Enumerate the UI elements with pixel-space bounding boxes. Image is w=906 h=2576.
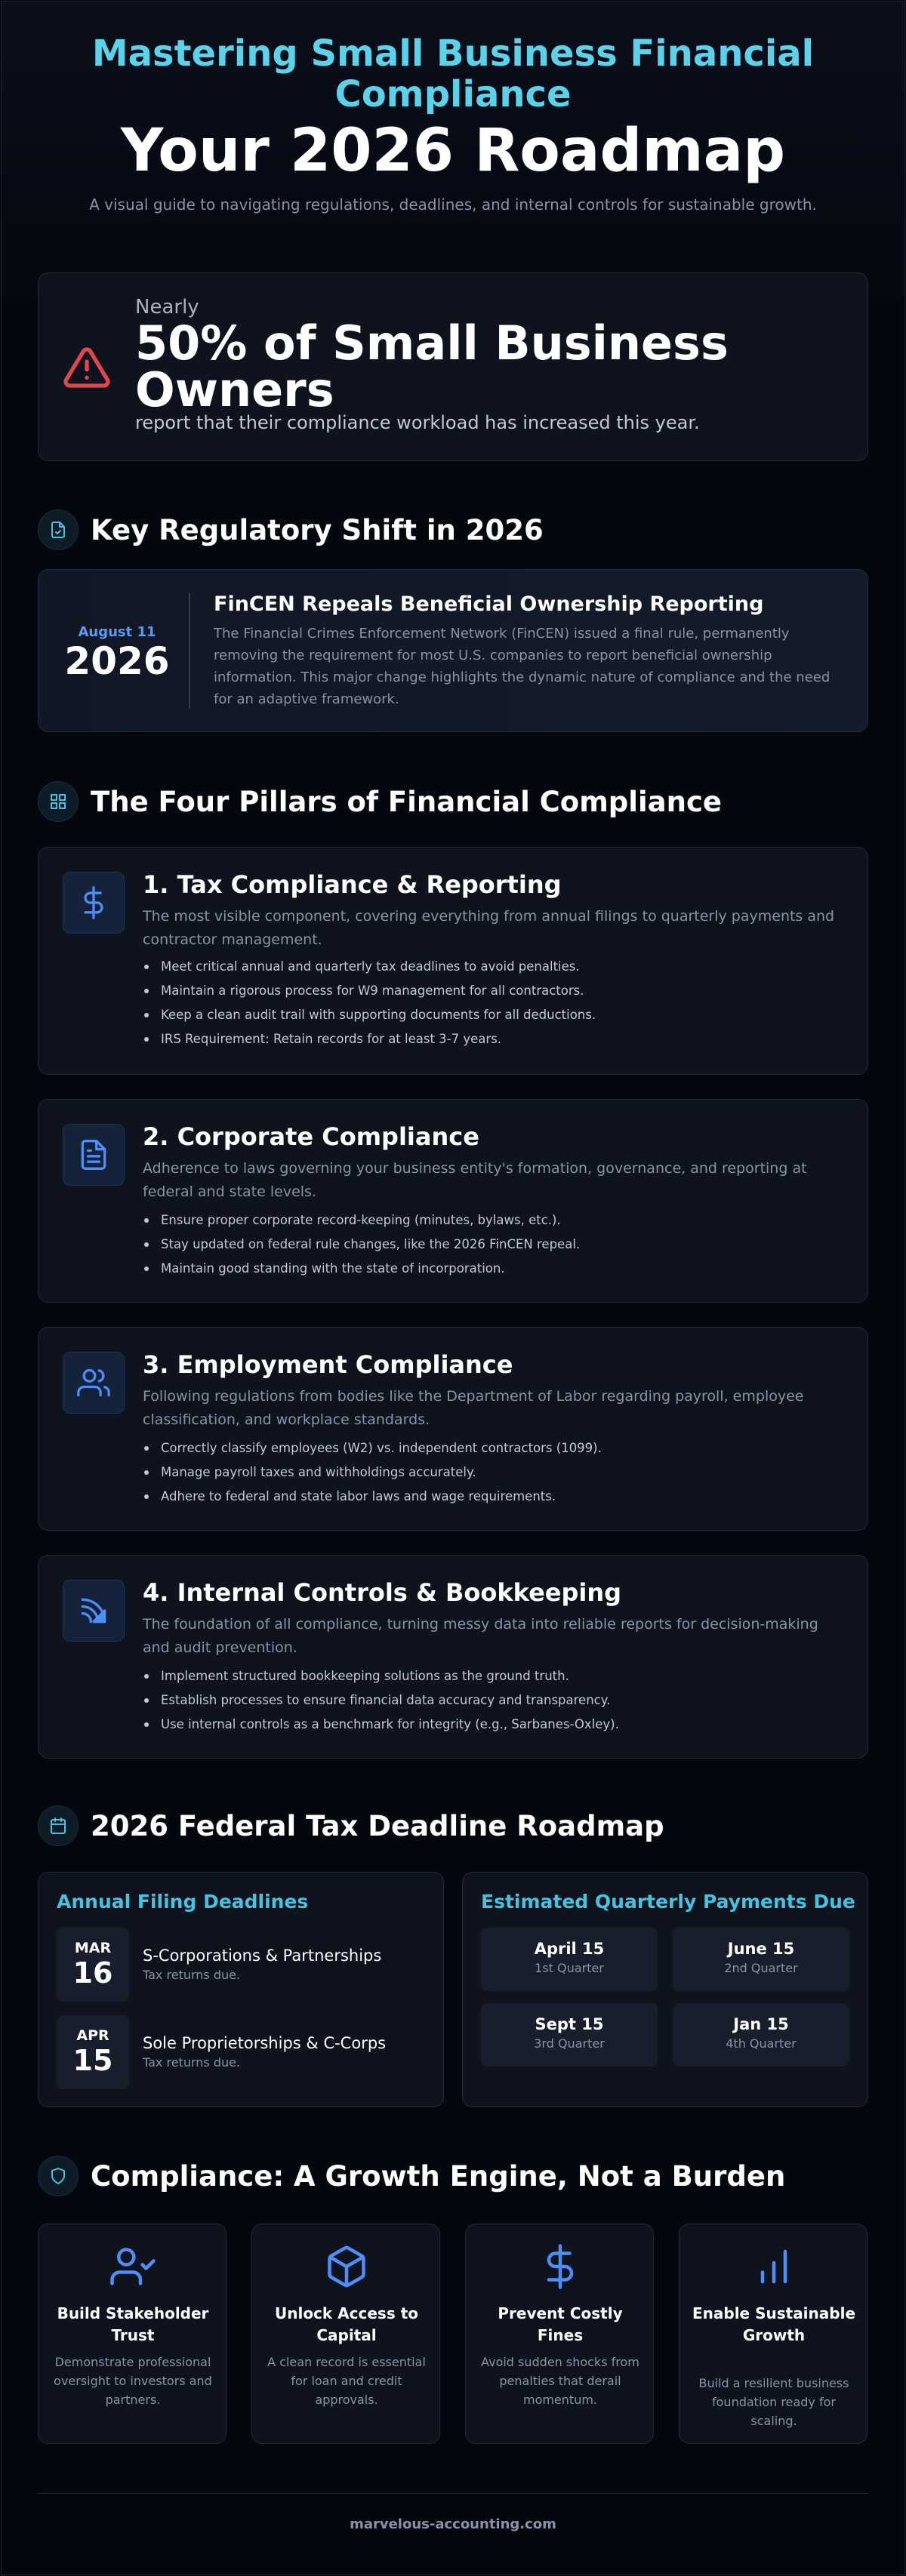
pillar-title: 1. Tax Compliance & Reporting [143, 870, 562, 899]
infographic [38, 0, 868, 2532]
reg-date-label: August 11 [78, 624, 156, 640]
growth-title: Unlock Access to Capital [274, 2304, 419, 2344]
growth-description: Avoid sudden shocks from penalties that derail momentum. [481, 2355, 639, 2407]
section-title: Compliance: A Growth Engine, Not a Burden [91, 2160, 786, 2193]
dollar-icon [538, 2244, 583, 2289]
list-item: Maintain good standing with the state of incorporation. [143, 1257, 837, 1281]
list-item: Keep a clean audit trail with supporting documents for all deductions. [143, 1003, 837, 1027]
growth-title: Prevent Costly Fines [498, 2304, 623, 2344]
section-head-deadlines [38, 1805, 868, 1848]
regulatory-card [38, 569, 868, 732]
section-title: 2026 Federal Tax Deadline Roadmap [91, 1810, 664, 1842]
annual-title: Annual Filing Deadlines [57, 1891, 309, 1913]
growth-card-fines [465, 2224, 654, 2444]
date-day: 15 [72, 2044, 113, 2077]
pillar-description: Adherence to laws governing your business entity's formation, governance, and reporting at federal and state levels. [143, 1160, 807, 1200]
pillar-bullets [143, 1664, 837, 1737]
list-item: Meet critical annual and quarterly tax deadlines to avoid penalties. [143, 955, 837, 979]
quarter-label: 4th Quarter [726, 2036, 797, 2051]
pillar-description: Following regulations from bodies like the Department of Labor regarding payroll, employee classification, and workplace standards. [143, 1388, 804, 1428]
quarterly-title: Estimated Quarterly Payments Due [481, 1891, 855, 1913]
quarter-box [673, 2003, 849, 2067]
growth-description: Demonstrate professional oversight to investors and partners. [54, 2355, 212, 2407]
reg-title: FinCEN Repeals Beneficial Ownership Reporting [214, 592, 764, 616]
list-item: Manage payroll taxes and withholdings accurately. [143, 1460, 837, 1485]
date-day: 16 [72, 1956, 113, 1990]
pillar-bullets [143, 1208, 837, 1281]
deadline-title: Sole Proprietorships & C-Corps [143, 2034, 387, 2052]
growth-card-capital [251, 2224, 440, 2444]
bar-chart-icon [751, 2244, 797, 2289]
pillar-card-employment [38, 1327, 868, 1531]
list-item: Implement structured bookkeeping solutions as the ground truth. [143, 1664, 837, 1688]
growth-description: A clean record is essential for loan and credit approvals. [267, 2355, 426, 2407]
date-month: MAR [74, 1940, 112, 1956]
growth-title: Enable Sustainable Growth [692, 2304, 856, 2344]
divider [189, 592, 190, 709]
list-item: Maintain a rigorous process for W9 management for all contractors. [143, 979, 837, 1003]
list-item: Correctly classify employees (W2) vs. independent contractors (1099). [143, 1436, 837, 1460]
quarter-box [481, 1928, 658, 1991]
section-head-pillars [38, 781, 868, 823]
warning-triangle-icon [63, 343, 111, 392]
pillar-description: The most visible component, covering everything from annual filings to quarterly payments and contractor management. [143, 908, 835, 948]
stat-prefix: Nearly [135, 296, 199, 319]
quarter-date: Jan 15 [733, 2015, 789, 2033]
section-title: The Four Pillars of Financial Compliance [91, 786, 722, 818]
quarter-label: 1st Quarter [535, 1961, 604, 1975]
pillar-card-corporate [38, 1099, 868, 1303]
pillar-card-internal-controls [38, 1555, 868, 1759]
quarter-label: 3rd Quarter [534, 2036, 605, 2051]
signal-icon [63, 1580, 125, 1642]
growth-card-trust [38, 2224, 226, 2444]
date-month: APR [76, 2027, 109, 2044]
pillar-title: 2. Corporate Compliance [143, 1122, 479, 1151]
list-item: Establish processes to ensure financial data accuracy and transparency. [143, 1688, 837, 1713]
list-item: Stay updated on federal rule changes, like the 2026 FinCEN repeal. [143, 1233, 837, 1257]
user-check-icon [110, 2244, 156, 2289]
pillar-card-tax [38, 847, 868, 1075]
section-head-growth [38, 2156, 868, 2198]
footer-link[interactable]: marvelous-accounting.com [350, 2516, 556, 2532]
list-item: Ensure proper corporate record-keeping (minutes, bylaws, etc.). [143, 1208, 837, 1233]
document-icon [38, 509, 79, 550]
date-badge [57, 2015, 129, 2089]
section-head-regulatory [38, 509, 868, 552]
growth-description: Build a resilient business foundation ready for scaling. [698, 2376, 849, 2428]
list-item: Adhere to federal and state labor laws and wage requirements. [143, 1485, 837, 1509]
section-title: Key Regulatory Shift in 2026 [91, 514, 544, 546]
document-icon [63, 1124, 125, 1186]
date-badge [57, 1928, 129, 2002]
quarter-label: 2nd Quarter [724, 1961, 798, 1975]
growth-title: Build Stakeholder Trust [57, 2304, 209, 2344]
grid-icon [38, 781, 79, 822]
box-icon [324, 2244, 369, 2289]
reg-description: The Financial Crimes Enforcement Network (FinCEN) issued a final rule, permanently removing the requirement for most U.S. companies to report beneficial ownership information. This major change highlights the dynamic nature of compliance and the need for an adaptive framework. [214, 626, 830, 707]
pillar-bullets [143, 955, 837, 1051]
super-title: Mastering Small Business Financial Compliance [91, 32, 815, 115]
quarterly-payments-card [462, 1872, 868, 2107]
pillar-title: 4. Internal Controls & Bookkeeping [143, 1578, 622, 1607]
header [38, 0, 868, 216]
calendar-icon [38, 1805, 79, 1846]
pillar-bullets [143, 1436, 837, 1509]
list-item: IRS Requirement: Retain records for at least 3-7 years. [143, 1027, 837, 1051]
quarter-date: Sept 15 [535, 2015, 604, 2033]
users-icon [63, 1352, 125, 1414]
growth-card-growth [679, 2224, 867, 2444]
list-item: Use internal controls as a benchmark for integrity (e.g., Sarbanes-Oxley). [143, 1713, 837, 1737]
deadline-subtitle: Tax returns due. [143, 2055, 241, 2070]
pillar-description: The foundation of all compliance, turning messy data into reliable reports for decision-making and audit prevention. [143, 1616, 818, 1656]
quarter-box [673, 1928, 849, 1991]
quarter-date: June 15 [727, 1940, 795, 1958]
stat-card [38, 272, 868, 461]
main-title: Your 2026 Roadmap [120, 117, 786, 185]
subtitle: A visual guide to navigating regulations, deadlines, and internal controls for sustainable growth. [89, 195, 817, 214]
footer-divider [38, 2493, 868, 2494]
dollar-icon [63, 872, 125, 934]
annual-deadlines-card [38, 1872, 444, 2107]
stat-caption: report that their compliance workload has increased this year. [135, 412, 700, 433]
reg-year: 2026 [64, 639, 170, 683]
deadline-subtitle: Tax returns due. [143, 1968, 241, 1982]
quarter-date: April 15 [534, 1940, 605, 1958]
pillar-title: 3. Employment Compliance [143, 1350, 513, 1379]
quarter-box [481, 2003, 658, 2067]
shield-icon [38, 2156, 79, 2196]
deadline-title: S-Corporations & Partnerships [143, 1947, 382, 1965]
stat-headline: 50% of Small Business Owners [135, 315, 729, 417]
